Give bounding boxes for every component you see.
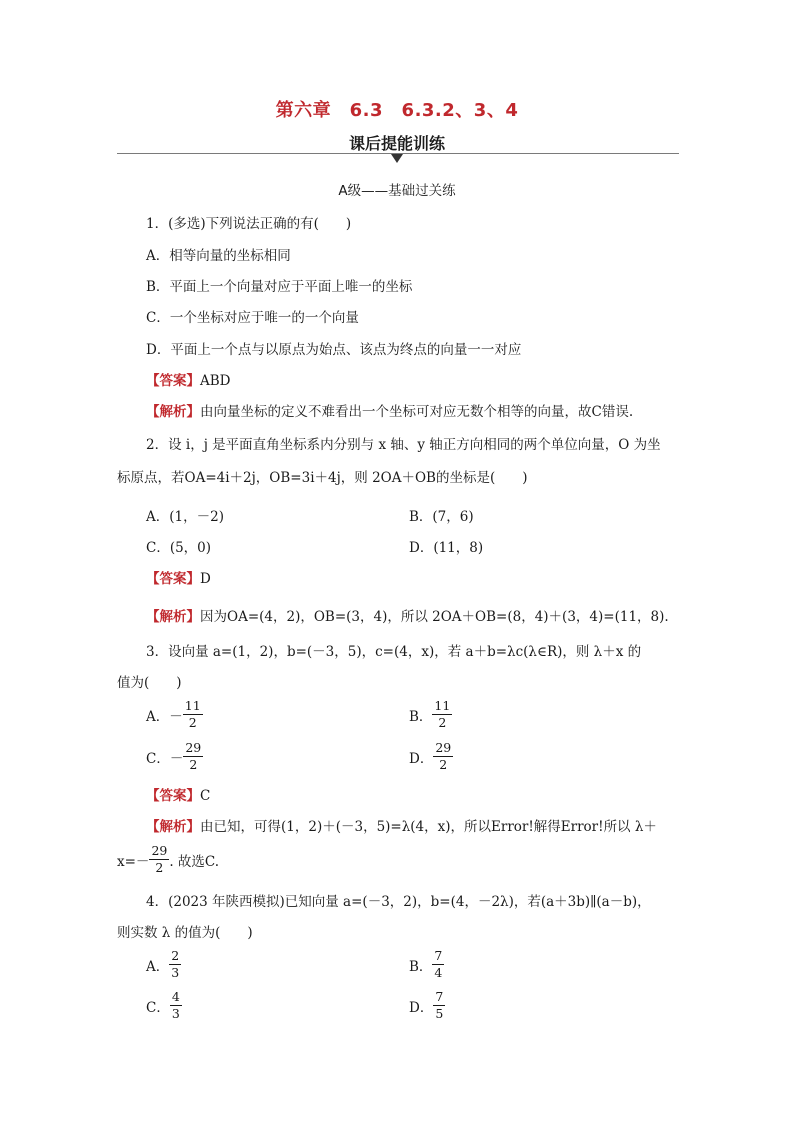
level-heading: A级——基础过关练 bbox=[338, 183, 456, 199]
q1-option-c: C．一个坐标对应于唯一的一个向量 bbox=[146, 310, 359, 326]
q4-option-d: D． $\frac{7}{5}$ bbox=[409, 989, 444, 1021]
q3-analysis-line1 bbox=[146, 815, 657, 835]
fraction: $\frac{11}{2}$ bbox=[184, 698, 201, 730]
q1-option-b: B．平面上一个向量对应于平面上唯一的坐标 bbox=[146, 279, 413, 295]
fraction: $\frac{11}{2}$ bbox=[434, 698, 451, 730]
q1-answer bbox=[146, 369, 231, 389]
q2-answer-value: D bbox=[200, 571, 211, 587]
q3-option-b: B． $\frac{11}{2}$ bbox=[409, 698, 451, 730]
analysis-tag: 【解析】 bbox=[146, 819, 200, 835]
q3-answer bbox=[146, 784, 210, 804]
q2-option-b: B．(7，6) bbox=[409, 509, 474, 525]
analysis-tag: 【解析】 bbox=[146, 609, 200, 625]
q3-analysis-line2: x=－ $\frac{29}{2}$ . 故选C. bbox=[117, 843, 220, 875]
q3-option-c: C．－ $\frac{29}{2}$ bbox=[146, 740, 202, 772]
fraction: $\frac{29}{2}$ bbox=[435, 740, 452, 772]
answer-tag: 【答案】 bbox=[146, 571, 200, 587]
q3-stem-line1: 3．设向量 a=(1，2)，b=(－3，5)，c=(4，x)，若 a＋b=λc(λ∈R)，则 λ＋x 的 bbox=[146, 644, 642, 660]
q4-option-a: A． $\frac{2}{3}$ bbox=[146, 948, 180, 980]
q3-stem-line2: 值为( ) bbox=[117, 675, 182, 691]
q3-analysis-text: 由已知，可得(1，2)＋(－3，5)=λ(4，x)，所以Error!解得Error!所以 λ＋ bbox=[200, 819, 657, 835]
down-triangle-icon bbox=[391, 154, 403, 163]
q1-stem: 1．(多选)下列说法正确的有( ) bbox=[146, 216, 352, 232]
q3-answer-value: C bbox=[200, 788, 211, 804]
answer-tag: 【答案】 bbox=[146, 788, 200, 804]
q2-option-d: D．(11，8) bbox=[409, 540, 484, 556]
fraction: $\frac{7}{5}$ bbox=[435, 989, 444, 1021]
q2-analysis-text: 因为OA=(4，2)，OB=(3，4)，所以 2OA＋OB=(8，4)＋(3，4)=(11，8). bbox=[200, 609, 669, 625]
q4-option-b: B． $\frac{7}{4}$ bbox=[409, 948, 443, 980]
q1-option-d: D．平面上一个点与以原点为始点、该点为终点的向量一一对应 bbox=[146, 342, 522, 358]
fraction: $\frac{29}{2}$ bbox=[151, 843, 168, 875]
chapter-title: 第六章 6.3 6.3.2、3、4 bbox=[275, 100, 519, 121]
q4-option-c: C． $\frac{4}{3}$ bbox=[146, 989, 180, 1021]
q2-option-a: A．(1，－2) bbox=[146, 509, 224, 525]
q1-option-a: A．相等向量的坐标相同 bbox=[146, 248, 291, 264]
q2-answer bbox=[146, 567, 211, 587]
q2-option-c: C．(5，0) bbox=[146, 540, 212, 556]
q3-option-d: D． $\frac{29}{2}$ bbox=[409, 740, 452, 772]
q4-stem-line2: 则实数 λ 的值为( ) bbox=[117, 925, 253, 941]
analysis-tag: 【解析】 bbox=[146, 404, 200, 420]
section-subtitle: 课后提能训练 bbox=[348, 134, 445, 153]
fraction: $\frac{7}{4}$ bbox=[434, 948, 443, 980]
fraction: $\frac{4}{3}$ bbox=[171, 989, 180, 1021]
q1-answer-value: ABD bbox=[200, 373, 231, 389]
answer-tag: 【答案】 bbox=[146, 373, 200, 389]
q2-analysis bbox=[146, 605, 669, 625]
q3-option-a: A．－ $\frac{11}{2}$ bbox=[146, 698, 201, 730]
q1-analysis bbox=[146, 400, 633, 420]
q2-stem-line1: 2．设 i，j 是平面直角坐标系内分别与 x 轴、y 轴正方向相同的两个单位向量，O 为坐 bbox=[146, 437, 661, 453]
q4-stem-line1: 4．(2023 年陕西模拟)已知向量 a=(－3，2)，b=(4，－2λ)，若(a＋3b)∥(a－b)， bbox=[146, 894, 651, 910]
fraction: $\frac{2}{3}$ bbox=[171, 948, 180, 980]
fraction: $\frac{29}{2}$ bbox=[185, 740, 202, 772]
q1-analysis-text: 由向量坐标的定义不难看出一个坐标可对应无数个相等的向量，故C错误. bbox=[200, 404, 634, 420]
q2-stem-line2: 标原点，若OA=4i＋2j，OB=3i＋4j，则 2OA＋OB的坐标是( ) bbox=[117, 470, 528, 486]
